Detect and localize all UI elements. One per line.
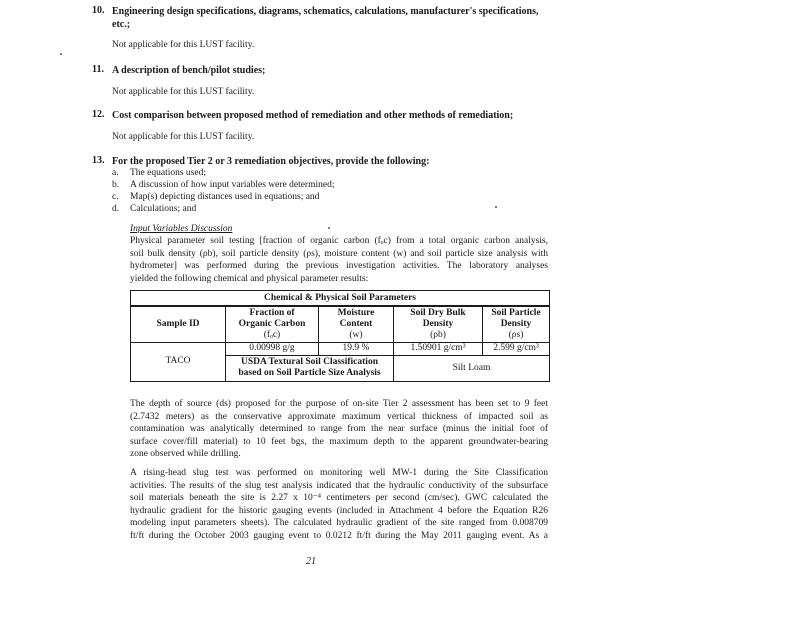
sub-item-d-text: Calculations; and: [130, 204, 197, 214]
paragraph-line: zone observed while drilling.: [130, 449, 241, 459]
paragraph-line: Physical parameter soil testing [fraction of organic carbon (fₒc) from a total organic carbon analysis,: [130, 236, 548, 246]
header-foc: Fraction of Organic Carbon (fₒc): [226, 306, 319, 342]
item-13-number: 13.: [92, 155, 105, 166]
header-sample-id: Sample ID: [131, 306, 226, 342]
paragraph-line: hydrometer] was performed during the previous investigation activities. The laboratory analyses: [130, 261, 548, 271]
item-11-number: 11.: [92, 64, 104, 75]
soil-parameters-table: [130, 290, 550, 382]
header-particle-density: Soil Particle Density (ρs): [483, 306, 550, 342]
input-variables-paragraph: [130, 235, 548, 285]
paragraph-line: soil materials beneath the site is 2.27 x 10⁻⁴ centimeters per second (cm/sec). GWC calculated the: [130, 493, 548, 503]
slug-test-paragraph: [130, 467, 548, 542]
cell-sample-id: TACO: [131, 342, 226, 381]
paragraph-line: hydraulic gradient for the historic gauging events (included in Attachment 4 before the Equation R26: [130, 505, 548, 516]
item-12-number: 12.: [92, 109, 105, 120]
paragraph-line: A rising-head slug test was performed on monitoring well MW-1 during the Site Classification: [130, 468, 548, 478]
item-10-number: 10.: [92, 5, 105, 16]
item-12-response: Not applicable for this LUST facility.: [112, 132, 255, 142]
sub-item-b-letter: b.: [112, 180, 120, 190]
input-variables-heading: Input Variables Discussion: [130, 224, 233, 234]
paragraph-line: yielded the following chemical and physical parameter results:: [130, 273, 369, 284]
paragraph-line: modeling input parameters sheets). The calculated hydraulic gradient of the site ranged from 0.008709: [130, 518, 548, 528]
scan-speck: [328, 227, 330, 229]
header-moisture: Moisture Content (w): [319, 306, 394, 342]
sub-item-b-text: A discussion of how input variables were determined;: [130, 180, 335, 190]
paragraph-line: surface cover/fill material) to 10 feet bgs, the maximum depth to the apparent groundwater-bearing: [130, 436, 548, 447]
item-10-line1: Engineering design specifications, diagrams, schematics, calculations, manufacturer's specifications,: [112, 6, 539, 17]
paragraph-line: The depth of source (ds) proposed for the purpose of on-site Tier 2 assessment has been set to 9 feet: [130, 399, 548, 409]
sub-item-a-text: The equations used;: [130, 168, 206, 178]
paragraph-line: ft/ft during the October 2003 gauging event to 0.0212 ft/ft during the May 2011 gauging event. As a: [130, 530, 548, 541]
sub-item-d-letter: d.: [112, 204, 120, 214]
cell-particle-density: 2.599 g/cm³: [483, 342, 550, 355]
paragraph-line: contamination was analytically determined to range from the near surface (minus the initial foot of: [130, 424, 548, 434]
item-10-response: Not applicable for this LUST facility.: [112, 40, 255, 50]
table-header-row: [131, 306, 550, 342]
table-title: Chemical & Physical Soil Parameters: [131, 291, 550, 307]
item-13-heading: For the proposed Tier 2 or 3 remediation objectives, provide the following:: [112, 156, 430, 167]
header-bulk-density: Soil Dry Bulk Density (ρb): [394, 306, 483, 342]
sub-item-a-letter: a.: [112, 168, 119, 178]
cell-moisture: 19.9 %: [319, 342, 394, 355]
sub-item-c-text: Map(s) depicting distances used in equations; and: [130, 192, 320, 202]
table-row: [131, 342, 550, 355]
cell-usda-label: USDA Textural Soil Classification based on Soil Particle Size Analysis: [226, 355, 394, 381]
page-number: 21: [306, 556, 316, 567]
sub-item-c-letter: c.: [112, 192, 119, 202]
paragraph-line: activities. The results of the slug test analysis indicated that the hydraulic conductivity of the subsurface: [130, 480, 548, 491]
paragraph-line: soil bulk density (ρb), soil particle density (ρs), moisture content (w) and soil particle size analysis with: [130, 248, 548, 259]
depth-of-source-paragraph: [130, 398, 548, 461]
item-10-heading: [112, 5, 538, 31]
cell-bulk-density: 1.50901 g/cm³: [394, 342, 483, 355]
paragraph-line: (2.7432 meters) as the conservative approximate maximum vertical thickness of impacted soil as: [130, 411, 548, 422]
item-11-response: Not applicable for this LUST facility.: [112, 87, 255, 97]
cell-usda-value: Silt Loam: [394, 355, 550, 381]
item-12-heading: Cost comparison between proposed method of remediation and other methods of remediation;: [112, 110, 514, 121]
item-11-heading: A description of bench/pilot studies;: [112, 65, 266, 76]
item-10-line2: etc.;: [112, 19, 131, 30]
scan-speck: [495, 206, 497, 208]
scan-speck: [60, 53, 62, 55]
cell-foc: 0.00998 g/g: [226, 342, 319, 355]
